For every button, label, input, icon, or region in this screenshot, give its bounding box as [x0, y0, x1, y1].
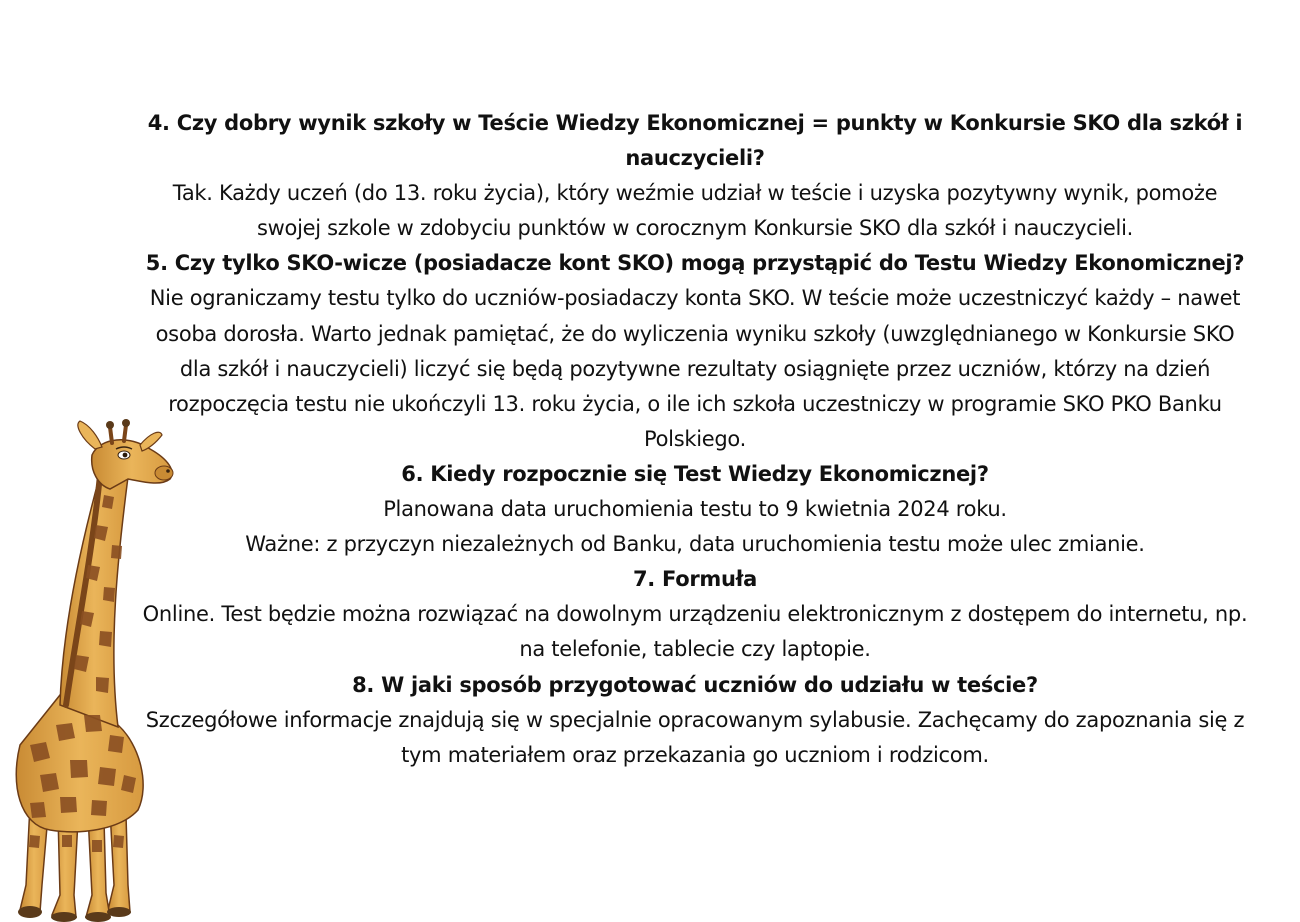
- faq-question-7: 7. Formuła: [633, 567, 757, 592]
- faq-answer-5: Nie ograniczamy testu tylko do uczniów-posiadaczy konta SKO. W teście może uczestniczyć każdy – nawet osoba dorosła. Warto jednak pamiętać, że do wyliczenia wyniku szkoły (uwzględnianego w Konkursie SKO dla szkół i nauczycieli) liczyć się będą pozytywne rezultaty osiągnięte przez uczniów, którzy na dzień rozpoczęcia testu nie ukończyli 13. roku życia, o ile ich szkoła uczestniczy w programie SKO PKO Banku Polskiego.: [149, 286, 1241, 451]
- faq-content: [140, 106, 1250, 773]
- faq-question-5: 5. Czy tylko SKO-wicze (posiadacze kont SKO) mogą przystąpić do Testu Wiedzy Ekonomicznej?: [145, 251, 1245, 276]
- faq-answer-6-line-2: Ważne: z przyczyn niezależnych od Banku, data uruchomienia testu może ulec zmianie.: [245, 532, 1145, 557]
- faq-question-6: 6. Kiedy rozpocznie się Test Wiedzy Ekonomicznej?: [401, 461, 989, 486]
- faq-answer-4: Tak. Każdy uczeń (do 13. roku życia), który weźmie udział w teście i uzyska pozytywny wynik, pomoże swojej szkole w zdobyciu punktów w corocznym Konkursie SKO dla szkół i nauczycieli.: [172, 181, 1218, 241]
- faq-question-4: 4. Czy dobry wynik szkoły w Teście Wiedzy Ekonomicznej = punkty w Konkursie SKO dla szkół i nauczycieli?: [147, 111, 1243, 171]
- faq-question-8: 8. W jaki sposób przygotować uczniów do udziału w teście?: [352, 672, 1038, 697]
- faq-answer-8: Szczegółowe informacje znajdują się w specjalnie opracowanym sylabusie. Zachęcamy do zapoznania się z tym materiałem oraz przekazania go uczniom i rodzicom.: [145, 707, 1245, 767]
- faq-answer-6-line-1: Planowana data uruchomienia testu to 9 kwietnia 2024 roku.: [383, 497, 1007, 522]
- faq-answer-7: Online. Test będzie można rozwiązać na dowolnym urządzeniu elektronicznym z dostępem do internetu, np. na telefonie, tablecie czy laptopie.: [142, 602, 1248, 662]
